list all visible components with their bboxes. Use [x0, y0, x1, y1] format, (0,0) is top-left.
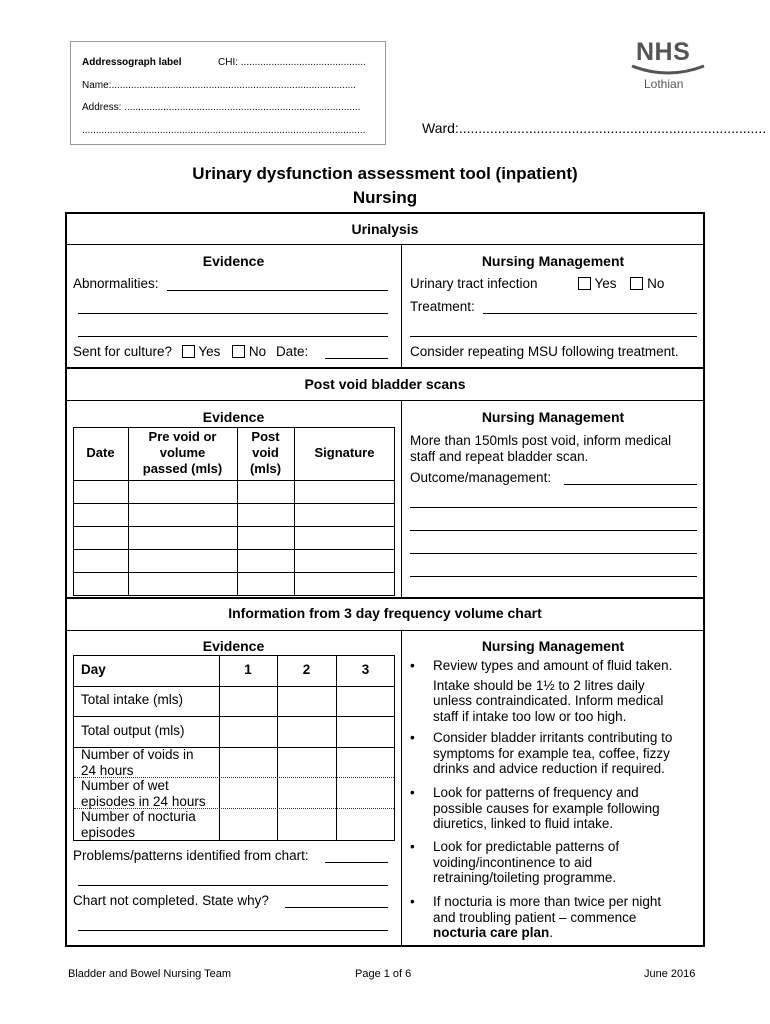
frequency-management-heading: Nursing Management	[481, 638, 625, 654]
row-voids-line: Number of voids in	[81, 747, 194, 762]
bullet-nocturia	[433, 894, 661, 941]
address-field-2[interactable]: ......................................................................................................	[82, 125, 366, 136]
bullet-line: voiding/incontinence to aid	[433, 854, 593, 870]
col-postvoid-line: Post	[251, 429, 280, 444]
bullet-frequency-patterns	[433, 785, 660, 832]
sent-for-culture-row	[73, 344, 308, 359]
table-row	[73, 480, 395, 481]
table-col-divider	[219, 655, 220, 841]
row-wet-line: episodes in 24 hours	[81, 793, 206, 809]
outcome-input-2[interactable]	[410, 507, 697, 508]
bullet-line: diuretics, linked to fluid intake.	[433, 816, 614, 831]
nhs-swoosh-icon	[630, 64, 706, 76]
bullet-fluid	[433, 658, 672, 724]
bullet-dot: •	[410, 785, 415, 800]
chi-field[interactable]: CHI: .............................................	[218, 57, 366, 68]
row-nocturia	[81, 809, 196, 840]
col-signature-header: Signature	[314, 445, 375, 460]
treatment-label: Treatment:	[410, 299, 475, 314]
ward-field[interactable]: Ward:...............................................................................	[422, 120, 767, 136]
row-voids-line: 24 hours	[81, 762, 134, 778]
bullet-line: possible causes for example following	[433, 800, 660, 816]
uti-label: Urinary tract infection	[410, 276, 538, 291]
divider	[401, 400, 402, 598]
sent-for-culture-label: Sent for culture?	[73, 344, 173, 359]
table-row	[73, 549, 395, 550]
problems-input[interactable]	[325, 862, 388, 863]
treatment-input[interactable]	[483, 313, 697, 314]
bladder-mgmt-line: staff and repeat bladder scan.	[410, 448, 589, 464]
problems-label: Problems/patterns identified from chart:	[73, 848, 309, 863]
col-date-header: Date	[86, 445, 115, 460]
bladder-evidence-heading: Evidence	[202, 409, 265, 425]
row-total-intake: Total intake (mls)	[81, 692, 184, 707]
frequency-heading: Information from 3 day frequency volume chart	[228, 605, 542, 621]
col-day2-header: 2	[302, 662, 311, 677]
outcome-input-5[interactable]	[410, 576, 697, 577]
uti-no-label: No	[647, 276, 665, 291]
divider	[66, 400, 704, 401]
bullet-line: Consider bladder irritants contributing to	[433, 730, 673, 745]
bullet-irritants	[433, 730, 672, 777]
culture-date-input[interactable]	[325, 358, 388, 359]
nocturia-care-plan-link: nocturia care plan	[433, 925, 550, 940]
culture-yes-label: Yes	[198, 344, 221, 359]
row-wet-episodes	[81, 778, 206, 809]
nhs-region-text: Lothian	[644, 77, 684, 91]
not-completed-label: Chart not completed. State why?	[73, 893, 269, 908]
abnormalities-input[interactable]	[167, 290, 388, 291]
uti-yes-label: Yes	[594, 276, 617, 291]
col-day1-header: 1	[244, 662, 252, 677]
urinalysis-heading: Urinalysis	[351, 221, 419, 237]
nhs-lothian-logo	[628, 38, 708, 96]
col-day3-header: 3	[361, 662, 370, 677]
footer-date: June 2016	[644, 968, 696, 980]
not-completed-input[interactable]	[285, 907, 388, 908]
divider	[66, 630, 704, 631]
footer-page: Page 1 of 6	[355, 968, 412, 980]
abnormalities-input-3[interactable]	[78, 336, 388, 337]
bladder-scans-heading: Post void bladder scans	[304, 376, 466, 392]
bullet-line: Intake should be 1½ to 2 litres daily	[433, 677, 645, 693]
bullet-line: staff if intake too low or too high.	[433, 708, 627, 724]
bullet-line: Look for patterns of frequency and	[433, 785, 639, 800]
frequency-evidence-heading: Evidence	[202, 638, 265, 654]
uti-yes-checkbox[interactable]	[578, 277, 591, 290]
bullet-line: retraining/toileting programme.	[433, 870, 617, 885]
divider	[401, 630, 402, 945]
page-title: Urinary dysfunction assessment tool (inpatient)	[192, 164, 578, 183]
outcome-input[interactable]	[564, 484, 697, 485]
table-row	[73, 572, 395, 573]
table-row	[73, 716, 395, 717]
nhs-logo-text: NHS	[636, 38, 691, 66]
repeat-msu-text: Consider repeating MSU following treatment.	[410, 344, 679, 359]
bullet-dot: •	[410, 658, 415, 673]
bullet-dot: •	[410, 730, 415, 745]
culture-no-label: No	[248, 344, 267, 359]
bullet-line: drinks and advice reduction if required.	[433, 761, 665, 776]
problems-input-2[interactable]	[78, 885, 388, 886]
bladder-management-heading: Nursing Management	[481, 409, 625, 425]
col-postvoid-line: void	[252, 445, 279, 460]
culture-date-label: Date:	[275, 344, 309, 359]
bullet-line: unless contraindicated. Inform medical	[433, 693, 664, 708]
addressograph-label: Addressograph label	[82, 57, 182, 68]
section-divider	[66, 597, 704, 599]
abnormalities-label: Abnormalities:	[73, 276, 159, 291]
culture-yes-checkbox[interactable]	[182, 345, 195, 358]
divider	[66, 244, 704, 245]
table-row	[73, 503, 395, 504]
section-divider	[66, 367, 704, 369]
not-completed-input-2[interactable]	[78, 930, 388, 931]
uti-no-checkbox[interactable]	[630, 277, 643, 290]
row-wet-line: Number of wet	[81, 778, 169, 793]
urinalysis-evidence-heading: Evidence	[202, 253, 265, 269]
row-nocturia-line: Number of nocturia	[81, 809, 196, 824]
abnormalities-input-2[interactable]	[78, 313, 388, 314]
col-postvoid-line: (mls)	[249, 461, 282, 476]
outcome-label: Outcome/management:	[410, 470, 552, 485]
bullet-dot: •	[410, 839, 415, 854]
bullet-line: If nocturia is more than twice per night	[433, 894, 662, 909]
bullet-voiding-patterns	[433, 839, 619, 886]
bullet-line: Look for predictable patterns of	[433, 839, 620, 854]
outcome-input-4[interactable]	[410, 553, 697, 554]
bullet-line: symptoms for example tea, coffee, fizzy	[433, 745, 670, 761]
col-day-header: Day	[81, 662, 106, 677]
bullet-line: Review types and amount of fluid taken.	[433, 658, 673, 673]
address-field[interactable]: Address: .....................................................................................	[82, 102, 361, 113]
page-subtitle: Nursing	[352, 188, 418, 207]
row-total-output: Total output (mls)	[81, 723, 185, 738]
row-voids	[81, 747, 194, 778]
culture-no-checkbox[interactable]	[232, 345, 245, 358]
col-prevoid-line: volume	[159, 445, 206, 460]
bladder-mgmt-line: More than 150mls post void, inform medical	[410, 433, 672, 448]
bullet-period: .	[549, 925, 554, 940]
footer-team: Bladder and Bowel Nursing Team	[68, 968, 232, 980]
bladder-mgmt-text	[410, 433, 671, 464]
uti-checkboxes	[578, 276, 664, 291]
urinalysis-management-heading: Nursing Management	[481, 253, 625, 269]
bullet-line: and troubling patient – commence	[433, 909, 637, 925]
outcome-input-3[interactable]	[410, 530, 697, 531]
col-prevoid-header	[128, 429, 237, 477]
col-prevoid-line: passed (mls)	[142, 461, 223, 476]
bullet-dot: •	[410, 894, 415, 909]
table-row	[73, 526, 395, 527]
table-row	[73, 686, 395, 687]
treatment-input-2[interactable]	[410, 336, 697, 337]
row-nocturia-line: episodes	[81, 824, 136, 840]
bullet-line-last	[433, 925, 661, 941]
table-col-divider	[277, 655, 278, 841]
name-field[interactable]: Name:........................................................................................	[82, 80, 356, 91]
col-postvoid-header	[237, 429, 294, 477]
table-col-divider	[336, 655, 337, 841]
col-prevoid-line: Pre void or	[148, 429, 217, 444]
